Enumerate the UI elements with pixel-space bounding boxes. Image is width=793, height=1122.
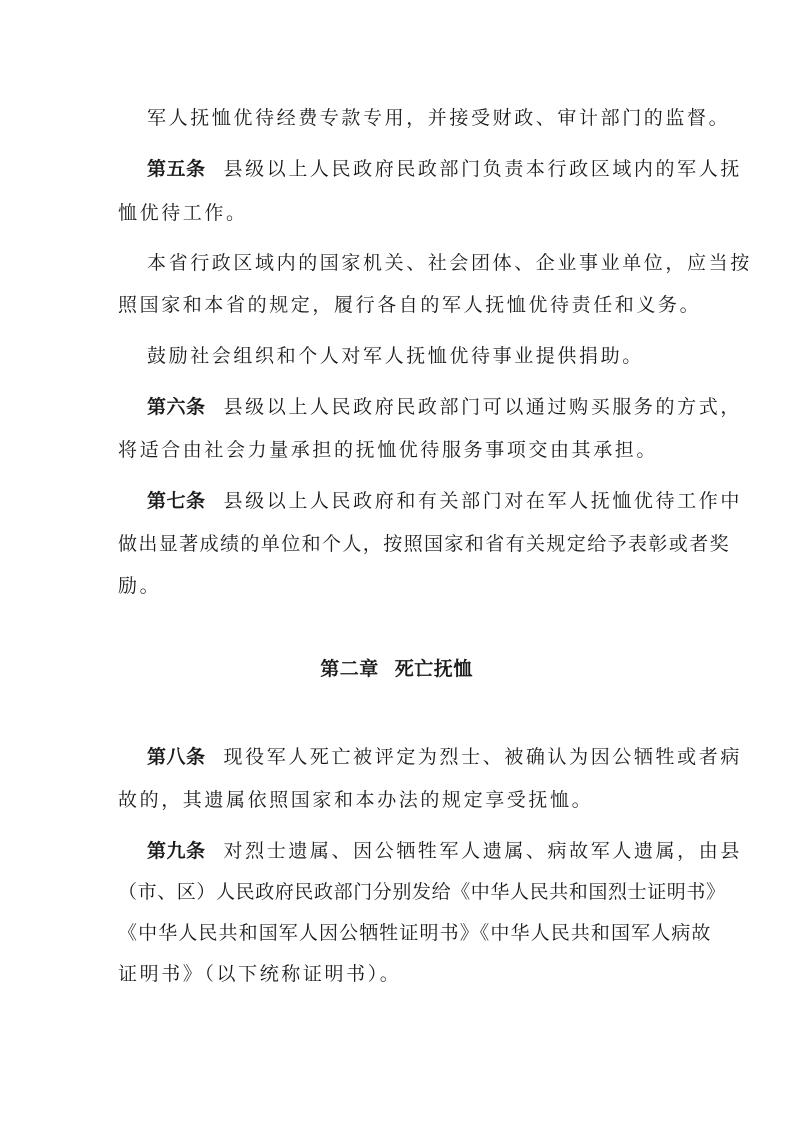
- article-label: 第六条: [147, 396, 206, 418]
- article-text: 励。: [118, 575, 162, 597]
- paragraph-units-responsibility: [147, 251, 752, 275]
- article-text: 县级以上人民政府和有关部门对在军人抚恤优待工作中: [223, 490, 742, 512]
- article-6-continuation: [118, 438, 658, 462]
- article-label: 第八条: [147, 746, 206, 768]
- article-text: 县级以上人民政府民政部门负责本行政区域内的军人抚: [223, 158, 742, 180]
- article-text: 证明书》（以下统称证明书）。: [118, 963, 402, 985]
- paragraph-text: 军人抚恤优待经费专款专用，并接受财政、审计部门的监督。: [147, 107, 731, 129]
- article-7-continuation-2: [118, 574, 161, 598]
- article-5-continuation: [118, 201, 248, 225]
- article-9-continuation: [118, 880, 726, 904]
- paragraph-funds-supervision: [147, 106, 730, 130]
- article-5: [147, 157, 742, 181]
- chapter-number: 第二章: [320, 658, 379, 680]
- article-text: 将适合由社会力量承担的抚恤优待服务事项交由其承担。: [118, 439, 659, 461]
- article-7: [147, 489, 742, 513]
- chapter-title: 死亡抚恤: [394, 658, 473, 680]
- article-text: 现役军人死亡被评定为烈士、被确认为因公牺牲或者病: [223, 746, 742, 768]
- article-label: 第七条: [147, 490, 206, 512]
- article-8-continuation: [118, 788, 593, 812]
- article-text: 对烈士遗属、因公牺牲军人遗属、病故军人遗属，由县: [223, 840, 742, 862]
- article-6: [147, 395, 742, 419]
- article-text: 做出显著成绩的单位和个人，按照国家和省有关规定给予表彰或者奖: [118, 533, 731, 555]
- article-9-continuation-2: [118, 921, 712, 945]
- article-text: 故的，其遗属依照国家和本办法的规定享受抚恤。: [118, 789, 594, 811]
- paragraph-units-responsibility-continuation: [118, 293, 701, 317]
- article-label: 第五条: [147, 158, 206, 180]
- article-9: [147, 839, 742, 863]
- paragraph-text: 鼓励社会组织和个人对军人抚恤优待事业提供捐助。: [147, 345, 644, 367]
- article-text: 县级以上人民政府民政部门可以通过购买服务的方式，: [223, 396, 742, 418]
- paragraph-donations: [147, 344, 644, 368]
- article-text: 恤优待工作。: [118, 202, 248, 224]
- article-9-continuation-3: [118, 962, 401, 986]
- paragraph-text: 本省行政区域内的国家机关、社会团体、企业事业单位，应当按: [147, 252, 752, 274]
- article-text: （市、区）人民政府民政部门分别发给《中华人民共和国烈士证明书》: [118, 881, 726, 903]
- article-7-continuation: [118, 532, 730, 556]
- article-8: [147, 745, 742, 769]
- paragraph-text: 照国家和本省的规定，履行各自的军人抚恤优待责任和义务。: [118, 294, 702, 316]
- chapter-heading: [0, 657, 793, 681]
- article-label: 第九条: [147, 840, 206, 862]
- article-text: 《中华人民共和国军人因公牺牲证明书》《中华人民共和国军人病故: [118, 922, 712, 944]
